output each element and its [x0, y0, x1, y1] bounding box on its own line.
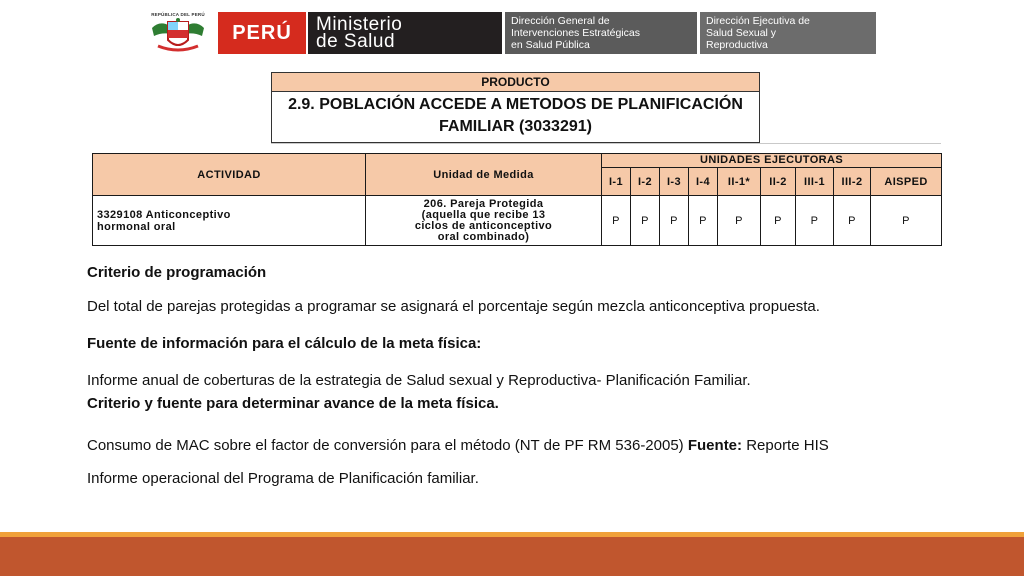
unidad-line: 206. Pareja Protegida: [423, 197, 544, 210]
dg-line: Dirección General de: [511, 15, 610, 27]
peru-logo: PERÚ: [218, 12, 306, 54]
unidad-line: oral combinado): [437, 230, 530, 243]
de-line: Reproductiva: [706, 39, 768, 51]
ministry-line-1: Ministerio: [316, 14, 403, 35]
cell-value: P: [718, 196, 761, 246]
direccion-ejecutiva-box: [700, 12, 876, 54]
actividad-line: 3329108 Anticonceptivo: [97, 208, 231, 221]
header-ejecutora: III-1: [796, 168, 834, 196]
header-logos: [142, 12, 876, 54]
cell-value: P: [834, 196, 871, 246]
fuente-label: Fuente:: [687, 437, 743, 454]
header-ejecutora: AISPED: [871, 168, 942, 196]
ministry-line-2: de Salud: [316, 31, 396, 52]
informe-text: Informe operacional del Programa de Planificación familiar.: [87, 470, 479, 487]
cell-actividad: [93, 196, 366, 246]
header-ejecutora: II-2: [761, 168, 796, 196]
activity-table: [92, 153, 942, 246]
consumo-line: [87, 437, 967, 454]
direccion-general-box: [505, 12, 697, 54]
crest-label: REPÚBLICA DEL PERÚ: [151, 12, 205, 17]
de-line: Dirección Ejecutiva de: [706, 15, 810, 27]
fuente-text: Informe anual de coberturas de la estrategia de Salud sexual y Reproductiva- Planificación Familiar.: [87, 372, 751, 389]
header-ejecutora: I-3: [660, 168, 689, 196]
header-ejecutora: III-2: [834, 168, 871, 196]
header-ejecutora: II-1*: [718, 168, 761, 196]
footer-bar: [0, 537, 1024, 576]
criterio-fuente-title: Criterio y fuente para determinar avance de la meta física.: [87, 395, 499, 412]
header-unidad-medida: Unidad de Medida: [366, 154, 602, 196]
dg-line: Intervenciones Estratégicas: [511, 27, 640, 39]
header-actividad: ACTIVIDAD: [93, 154, 366, 196]
cell-value: P: [761, 196, 796, 246]
consumo-text: Consumo de MAC sobre el factor de conversión para el método (NT de PF RM 536-2005): [87, 437, 684, 454]
fuente-title: Fuente de información para el cálculo de la meta física:: [87, 335, 482, 352]
cell-value: P: [689, 196, 718, 246]
header-unidades-ejecutoras: UNIDADES EJECUTORAS: [602, 154, 942, 168]
peru-crest: [142, 12, 214, 54]
fuente-value: Reporte HIS: [746, 437, 829, 454]
actividad-line: hormonal oral: [97, 220, 176, 233]
de-line: Salud Sexual y: [706, 27, 777, 39]
dg-line: en Salud Pública: [511, 39, 590, 51]
header-ejecutora: I-4: [689, 168, 718, 196]
criterio-title: Criterio de programación: [87, 264, 267, 281]
producto-title: 2.9. POBLACIÓN ACCEDE A METODOS DE PLANIFICACIÓN FAMILIAR (3033291): [288, 96, 743, 135]
cell-value: P: [631, 196, 660, 246]
header-ejecutora: I-1: [602, 168, 631, 196]
ministry-logo: [308, 12, 502, 54]
cell-value: P: [660, 196, 689, 246]
header-ejecutora: I-2: [631, 168, 660, 196]
criterio-text: Del total de parejas protegidas a programar se asignará el porcentaje según mezcla anticonceptiva propuesta.: [87, 298, 820, 315]
unidad-line: ciclos de anticonceptivo: [414, 219, 553, 232]
producto-box: [271, 72, 760, 143]
divider: [271, 143, 941, 144]
table-row: [93, 196, 942, 246]
unidad-line: (aquella que recibe 13: [421, 208, 546, 221]
cell-unidad-medida: [366, 196, 602, 246]
cell-value: P: [602, 196, 631, 246]
cell-value: P: [796, 196, 834, 246]
producto-label: PRODUCTO: [272, 73, 759, 92]
coat-of-arms-icon: [148, 18, 208, 52]
cell-value: P: [871, 196, 942, 246]
